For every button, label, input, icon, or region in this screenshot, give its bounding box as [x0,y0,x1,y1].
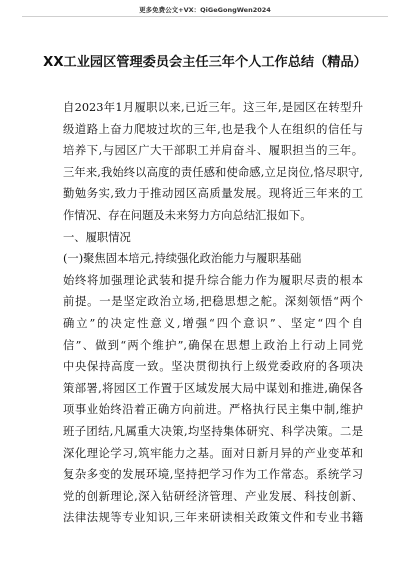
body-line: 班子团结,凡属重大决策,均坚持集体研究、科学决策。二是 [63,424,363,438]
body-line: 深化理论学习,筑牢能力之基。面对日新月异的产业变革和 [63,446,363,460]
body-line: 始终将加强理论武装和提升综合能力作为履职尽责的根本 [63,273,363,287]
body-line: 作情况、存在问题及未来努力方向总结汇报如下。 [63,208,312,222]
subsection-heading: (一)聚焦固本培元,持续强化政治能力与履职基础 [63,252,302,266]
body-line: 中央保持高度一致。坚决贯彻执行上级党委政府的各项决 [63,360,363,374]
body-line: 确立”的决定性意义,增强“四个意识”、坚定“四个自 [63,316,363,330]
body-line: 前提。一是坚定政治立场,把稳思想之舵。深刻领悟“两个 [63,295,363,309]
body-line: 三年来,我始终以高度的责任感和使命感,立足岗位,恪尽职守, [63,165,363,179]
document-title: XX工业园区管理委员会主任三年个人工作总结（精品） [43,55,367,70]
body-line: 复杂多变的发展环境,坚持把学习作为工作常态。系统学习 [63,468,363,482]
body-line: 信”、做到“两个维护”,确保在思想上政治上行动上同党 [63,338,363,352]
body-line: 项事业始终沿着正确方向前进。严格执行民主集中制,维护 [63,403,363,417]
body-line: 级道路上奋力爬坡过坎的三年,也是我个人在组织的信任与 [63,122,363,136]
document-body [63,97,363,529]
body-line: 勤勉务实,致力于推动园区高质量发展。现将近三年来的工 [63,187,363,201]
body-line: 自2023年1月履职以来,已近三年。这三年,是园区在转型升 [63,101,363,114]
section-heading: 一、履职情况 [63,230,131,244]
body-line: 策部署,将园区工作置于区域发展大局中谋划和推进,确保各 [63,381,363,395]
header-divider [22,16,388,17]
body-line: 法律法规等专业知识,三年来研读相关政策文件和专业书籍 [63,511,363,525]
body-line: 党的创新理论,深入钻研经济管理、产业发展、科技创新、 [63,489,363,503]
page-header: 更多免费公文+VX：QiGeGongWen2024 [139,6,271,14]
body-line: 培养下,与园区广大干部职工并肩奋斗、履职担当的三年。 [63,144,363,158]
